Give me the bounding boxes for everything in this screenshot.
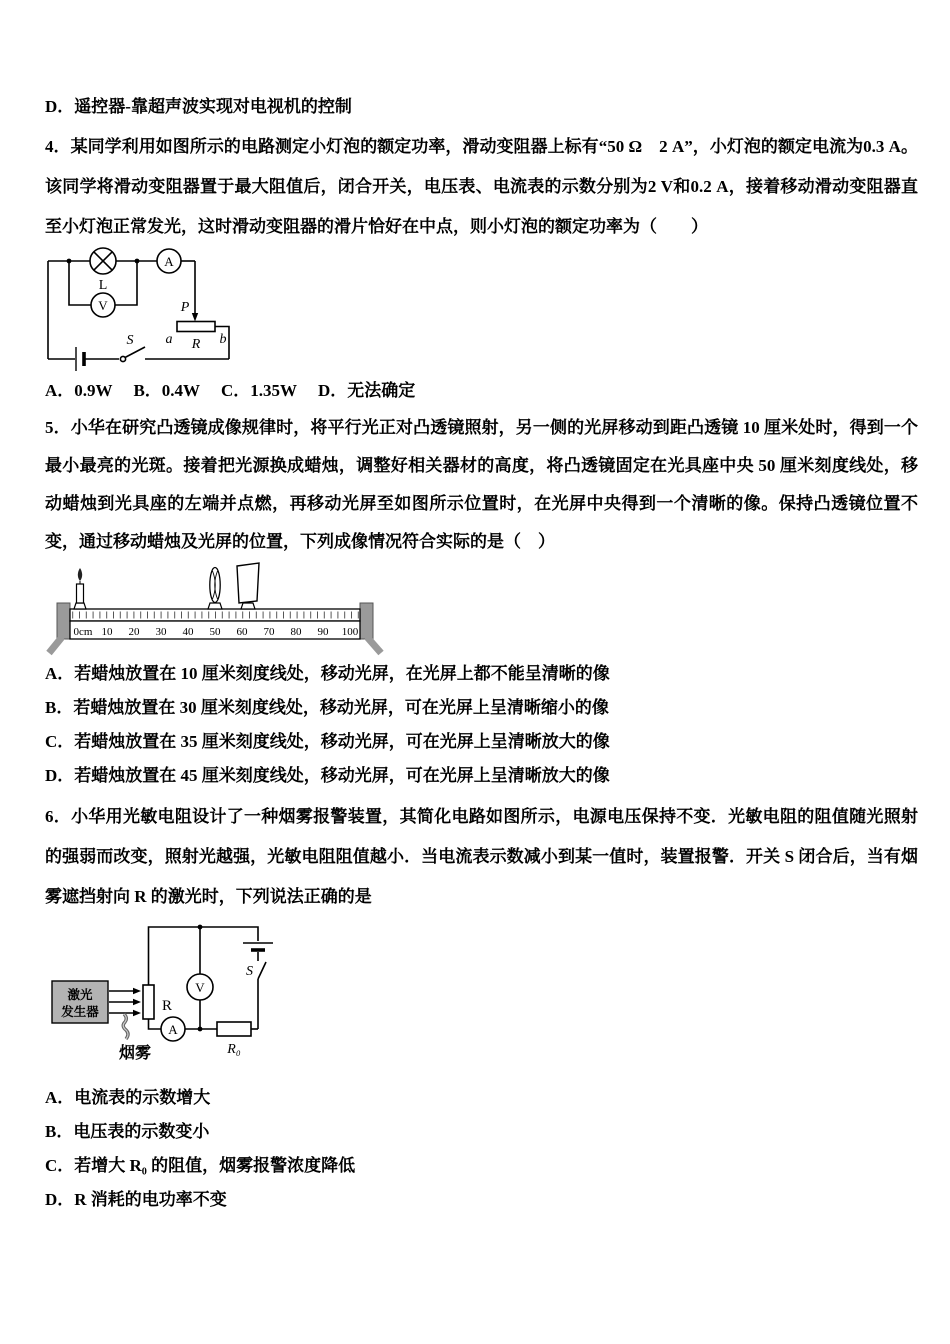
lens-icon bbox=[208, 568, 222, 610]
ruler-label-50: 50 bbox=[209, 626, 221, 638]
q6-option-c: C．若增大 R₀ 的阻值，烟雾报警浓度降低 bbox=[45, 1156, 356, 1175]
q5-option-b: B．若蜡烛放置在 30 厘米刻度线处，移动光屏，可在光屏上呈清晰缩小的像 bbox=[45, 698, 609, 717]
lamp-label: L bbox=[98, 278, 108, 293]
ruler-label-30: 30 bbox=[155, 626, 167, 638]
laser-beam-arrows bbox=[109, 988, 141, 1016]
question-5-stem: 5．小华在研究凸透镜成像规律时，将平行光正对凸透镜照射，另一侧的光屏移动到距凸透镜 10 厘米处时，得到一个最小最亮的光斑。接着把光源换成蜡烛，调整好相关器材的高度，将凸透镜固定在光具座中央 50 厘米刻度线处，移动蜡烛到光具座的左端并点燃，再移动光屏至如图所示位置时，在光屏中央得到一个清晰的像。保持凸透镜位置不变，通过移动蜡烛及光屏的位置，下列成像情况符合实际的是（ ） bbox=[45, 418, 918, 551]
question-6-stem: 6．小华用光敏电阻设计了一种烟雾报警装置，其简化电路如图所示，电源电压保持不变．光敏电阻的阻值随光照射的强弱而改变，照射光越强，光敏电阻阻值越小．当电流表示数减小到某一值时，装置报警．开关 S 闭合后，当有烟雾遮挡射向 R 的激光时，下列说法正确的是 bbox=[45, 807, 918, 906]
question-6-options bbox=[45, 1081, 918, 1217]
series-resistor-label: R₀ bbox=[227, 1042, 241, 1057]
question-5-options bbox=[45, 657, 918, 793]
bench-left-support bbox=[49, 603, 70, 653]
ruler-label-90: 90 bbox=[317, 626, 329, 638]
ruler-label-100: 100 bbox=[341, 626, 359, 638]
photoresistor-label: R bbox=[162, 998, 173, 1014]
voltmeter-label: V bbox=[195, 980, 205, 995]
bench-right-support bbox=[360, 603, 381, 653]
q5-option-c: C．若蜡烛放置在 35 厘米刻度线处，移动光屏，可在光屏上呈清晰放大的像 bbox=[45, 732, 610, 751]
candle-icon bbox=[74, 568, 86, 609]
photoresistor-icon bbox=[143, 985, 154, 1019]
battery-icon bbox=[243, 943, 273, 950]
smoke-label: 烟雾 bbox=[118, 1045, 152, 1062]
wire-bottom-left bbox=[149, 1019, 162, 1029]
terminal-b-label: b bbox=[219, 332, 227, 347]
prev-question-option-d: D．遥控器-靠超声波实现对电视机的控制 bbox=[45, 97, 352, 116]
ruler-label-60: 60 bbox=[236, 626, 248, 638]
terminal-a-label: a bbox=[165, 332, 173, 347]
q4-circuit-diagram bbox=[45, 247, 240, 373]
slider-arrow-icon bbox=[192, 313, 198, 322]
ruler-label-80: 80 bbox=[290, 626, 302, 638]
q6-option-a: A．电流表的示数增大 bbox=[45, 1088, 211, 1107]
series-resistor-icon bbox=[217, 1022, 251, 1036]
ruler-label-70: 70 bbox=[263, 626, 275, 638]
screen-icon bbox=[237, 563, 259, 609]
wire-voltmeter-right bbox=[115, 261, 137, 305]
voltmeter-label: V bbox=[98, 298, 108, 313]
switch-label: S bbox=[126, 333, 134, 348]
question-4-stem: 4．某同学利用如图所示的电路测定小灯泡的额定功率，滑动变阻器上标有“50 Ω 2 A”，小灯泡的额定电流为0.3 A。该同学将滑动变阻器置于最大阻值后，闭合开关，电压表、电流表的示数分别为2 V和0.2 A，接着移动滑动变阻器直至小灯泡正常发光，这时滑动变阻器的滑片恰好在中点，则小灯泡的额定功率为（ ） bbox=[45, 137, 918, 236]
lamp-icon bbox=[90, 248, 116, 274]
laser-label-line2: 发生器 bbox=[61, 1005, 99, 1019]
slider-label: P bbox=[180, 300, 190, 315]
q6-option-b: B．电压表的示数变小 bbox=[45, 1122, 210, 1141]
ruler-label-0: 0cm bbox=[73, 626, 93, 638]
switch-icon bbox=[120, 347, 145, 362]
switch-label: S bbox=[246, 964, 253, 979]
q5-optical-bench-diagram bbox=[45, 561, 395, 657]
q6-circuit-diagram bbox=[45, 917, 285, 1067]
q6-option-d: D．R 消耗的电功率不变 bbox=[45, 1190, 227, 1209]
rheostat-icon bbox=[177, 322, 215, 332]
wire-voltmeter-left bbox=[69, 261, 91, 305]
ammeter-label: A bbox=[168, 1022, 178, 1037]
ruler-label-10: 10 bbox=[101, 626, 113, 638]
question-4-options: A．0.9W B．0.4W C．1.35W D．无法确定 bbox=[45, 381, 416, 400]
q5-option-d: D．若蜡烛放置在 45 厘米刻度线处，移动光屏，可在光屏上呈清晰放大的像 bbox=[45, 766, 610, 785]
ruler-label-40: 40 bbox=[182, 626, 194, 638]
laser-label-line1: 激光 bbox=[67, 988, 93, 1002]
switch-icon bbox=[258, 962, 266, 1029]
ammeter-label: A bbox=[164, 254, 174, 269]
rheostat-label: R bbox=[191, 337, 201, 352]
q5-option-a: A．若蜡烛放置在 10 厘米刻度线处，移动光屏，在光屏上都不能呈清晰的像 bbox=[45, 664, 610, 683]
battery-icon bbox=[76, 347, 84, 371]
smoke-icon bbox=[123, 1014, 128, 1039]
ruler-label-20: 20 bbox=[128, 626, 140, 638]
